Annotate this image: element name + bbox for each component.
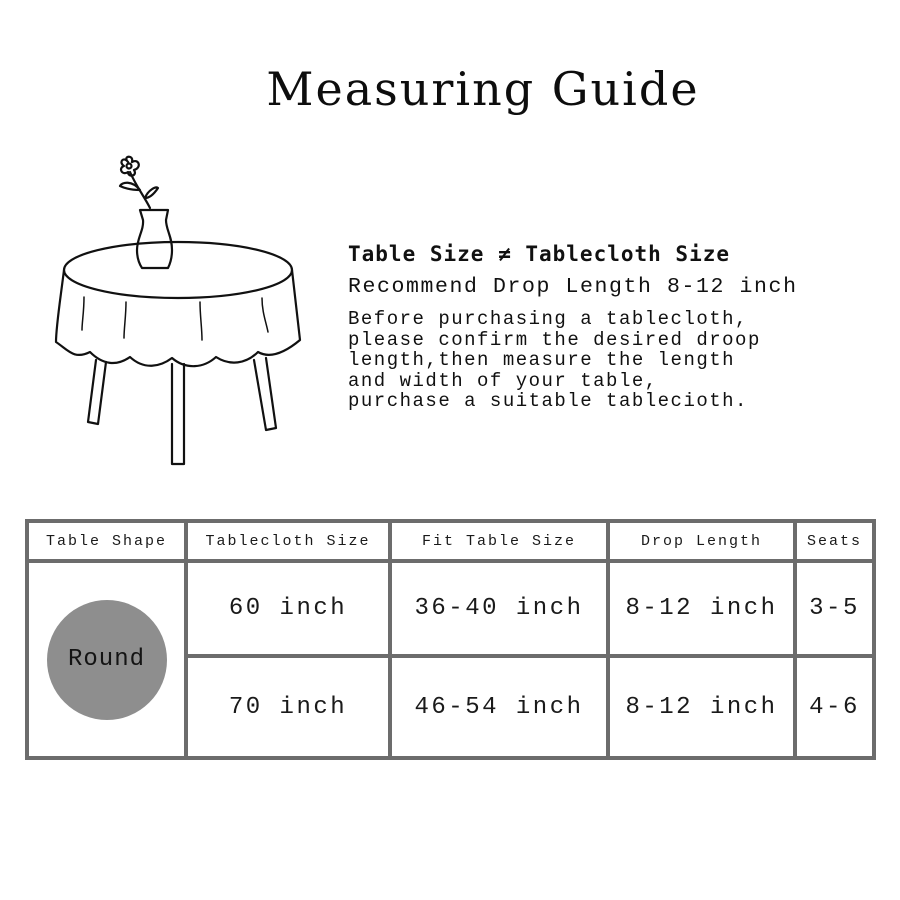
table-row-2-drop-length: 8-12 inch (610, 658, 793, 756)
paragraph-line: purchase a suitable tablecioth. (348, 390, 748, 412)
header-tablecloth-size: Tablecloth Size (188, 523, 388, 559)
paragraph-line: please confirm the desired droop (348, 328, 761, 351)
tabletop-icon (64, 242, 292, 298)
page-title: Measuring Guide (266, 62, 700, 116)
table-row-2-seats: 4-6 (797, 658, 872, 756)
header-seats: Seats (797, 523, 872, 559)
round-shape-badge: Round (47, 600, 167, 720)
table-leg-left-icon (88, 360, 106, 424)
size-table (25, 519, 876, 760)
table-row-1-tablecloth-size: 60 inch (188, 563, 388, 654)
tablecloth-drape-icon (56, 270, 300, 366)
table-leg-center-icon (172, 364, 184, 464)
round-table-with-vase-icon (44, 152, 314, 472)
paragraph-line: Before purchasing a tablecloth, (348, 308, 748, 330)
header-fit-table-size: Fit Table Size (392, 523, 606, 559)
guide-paragraph (348, 309, 888, 412)
guide-text (348, 238, 888, 412)
table-row-2-fit-table-size: 46-54 inch (392, 658, 606, 756)
size-note-heading: Table Size ≠ Tablecloth Size (348, 242, 731, 266)
paragraph-line: and width of your table, (348, 369, 658, 392)
header-table-shape: Table Shape (29, 523, 184, 559)
table-row-2-tablecloth-size: 70 inch (188, 658, 388, 756)
vase-icon (137, 210, 172, 268)
table-row-1-fit-table-size: 36-40 inch (392, 563, 606, 654)
drop-length-recommendation: Recommend Drop Length 8-12 inch (348, 275, 798, 299)
table-row-1-drop-length: 8-12 inch (610, 563, 793, 654)
table-row-1-seats: 3-5 (797, 563, 872, 654)
flower-icon (120, 157, 158, 208)
paragraph-line: length,then measure the length (348, 349, 736, 371)
table-leg-right-icon (254, 358, 276, 430)
table-shape-cell (29, 563, 184, 756)
header-drop-length: Drop Length (610, 523, 793, 559)
